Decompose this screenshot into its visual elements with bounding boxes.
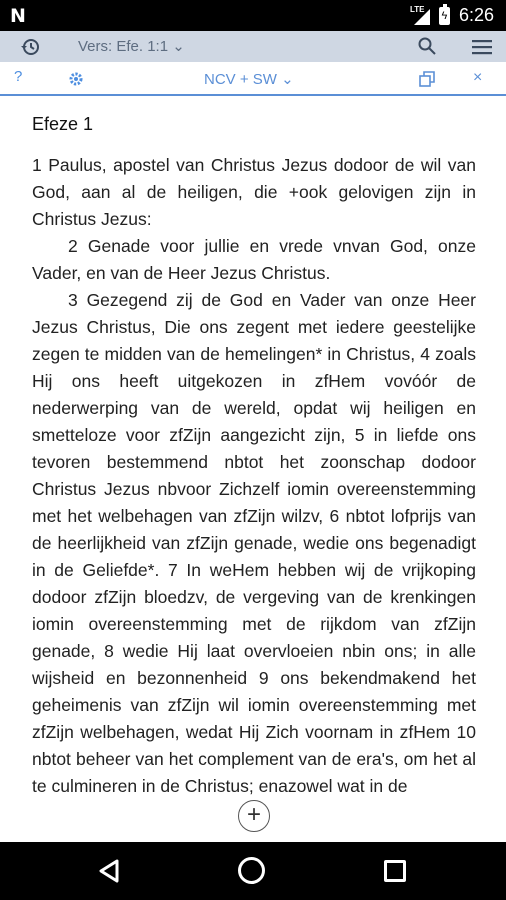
hamburger-menu-icon[interactable] bbox=[472, 39, 492, 60]
back-icon[interactable] bbox=[98, 859, 120, 888]
verse-paragraph: 3 Gezegend zij de God en Vader van onze Heer Jezus Christus, Die ons zegent met iedere geestelijke zegen te midden van de hemelingen* in Christus, 4 zoals Hij ons heeft uitgekozen in zfHem vovóór de nederwerping van de wereld, opdat wij heiligen en smetteloze voor zfZijn aangezicht zijn, 5 in liefde ons tevoren bestemmend nbtot het zoonschap dodoor Christus Jezus nbvoor Zichzelf iomin overeenstemming met het welbehagen van zfZijn wilzv, 6 nbtot lofprijs van de heerlijkheid van zfZijn genade, wedie ons begenadigt in de Geliefde*. 7 In weHem hebben wij de vrijkoping dodoor zfZijn bloedzv, de vergeving van de krenkingen iomin overeenstemming met de rijkdom van zfZijn genade, 8 wedie Hij laat overvloeien nbin ons; in alle wijsheid en bezonnenheid 9 ons bekendmakend het geheimenis van zfZijn wil iomin overeenstemming met zfZijn welbehagen, wedat Hij Zich voornam in zfHem 10 nbtot beheer van het complement van de era's, om het al te culmineren in de Christus; enazowel wat in de bbox=[32, 290, 476, 796]
home-icon[interactable] bbox=[238, 857, 265, 884]
history-icon[interactable] bbox=[20, 37, 40, 57]
battery-icon: ϟ bbox=[439, 7, 450, 25]
translation-selector[interactable]: NCV + SW ⌄ bbox=[204, 71, 294, 88]
status-right bbox=[410, 5, 494, 26]
close-icon[interactable]: × bbox=[473, 69, 483, 86]
add-button[interactable]: + bbox=[238, 800, 270, 832]
translation-bar bbox=[0, 62, 506, 96]
signal-icon: LTE bbox=[410, 7, 430, 25]
window-icon[interactable] bbox=[419, 71, 435, 92]
search-icon[interactable] bbox=[418, 37, 436, 60]
reading-pane[interactable] bbox=[0, 96, 506, 842]
top-toolbar bbox=[0, 31, 506, 62]
status-bar bbox=[0, 0, 506, 31]
navigation-bar bbox=[0, 842, 506, 900]
recent-apps-icon[interactable] bbox=[384, 860, 406, 882]
gear-icon[interactable] bbox=[68, 71, 84, 92]
help-icon[interactable]: ? bbox=[14, 68, 23, 85]
chevron-down-icon: ⌄ bbox=[281, 71, 294, 88]
verse-paragraph: 2 Genade voor jullie en vrede vnvan God, onze Vader, en van de Heer Jezus Christus. bbox=[32, 236, 476, 283]
chapter-title: Efeze 1 bbox=[32, 114, 94, 134]
verse-paragraph: 1 Paulus, apostel van Christus Jezus dodoor de wil van God, aan al de heiligen, die +ook gelovigen zijn in Christus Jezus: bbox=[32, 155, 476, 229]
scripture-text bbox=[32, 152, 476, 800]
clock: 6:26 bbox=[458, 5, 494, 25]
notification-logo-icon: N bbox=[10, 5, 26, 27]
verse-selector[interactable]: Vers: Efe. 1:1 ⌄ bbox=[78, 38, 185, 55]
chevron-down-icon: ⌄ bbox=[172, 38, 185, 55]
